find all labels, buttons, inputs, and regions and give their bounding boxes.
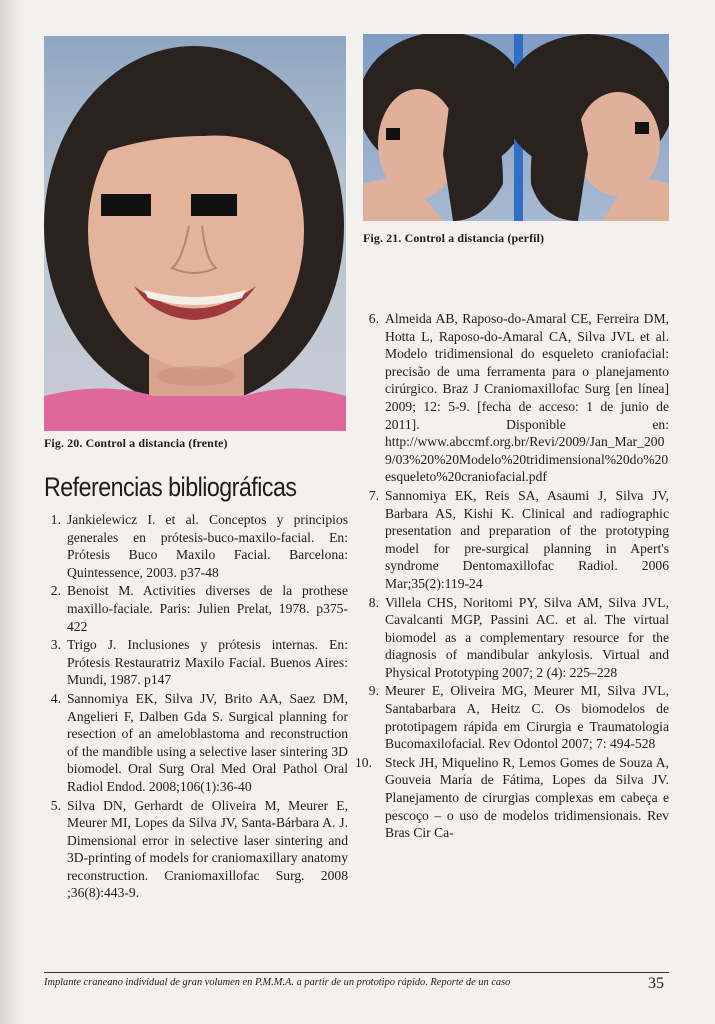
reference-text: Trigo J. Inclusiones y prótesis internas. En: Prótesis Restauratriz Maxilo Facial. Buenos Aires: Mundi, 1987. p147 bbox=[67, 637, 348, 688]
reference-item bbox=[44, 582, 348, 635]
reference-item bbox=[355, 754, 669, 842]
reference-text: Almeida AB, Raposo-do-Amaral CE, Ferreira DM, Hotta L, Raposo-do-Amaral CA, Silva JVL et al. Modelo tridimensional do esqueleto craniofacial: precisão de uma ferramenta para o planejamento cirúrgico. Braz J Craniomaxillofac Surg [en línea] 2009; 12: 5-9. [fecha de acceso: 1 de junio de 2011]. Disponible en: http://www.abccmf.org.br/Revi/2009/Jan_Mar_2009/03%20%20Modelo%20tridimensional%20do%20esqueleto%20craniofacial.pdf bbox=[385, 311, 669, 485]
reference-item bbox=[362, 310, 669, 486]
binding-shadow bbox=[0, 0, 22, 1024]
footer-divider bbox=[44, 972, 669, 973]
running-footer-title: Implante craneano individual de gran volumen en P.M.M.A. a partir de un prototipo rápido. Reporte de un caso bbox=[44, 977, 511, 988]
reference-text: Sannomiya EK, Silva JV, Brito AA, Saez DM, Angelieri F, Dalben Gda S. Surgical planning for resection of an ameloblastoma and reconstruction of the mandible using a selective laser sintering 3D biomodel. Oral Surg Oral Med Oral Pathol Oral Radiol Endod. 2008;106(1):36-40 bbox=[67, 690, 348, 794]
reference-item bbox=[362, 594, 669, 682]
references-column-left bbox=[44, 511, 348, 903]
reference-number: 6. bbox=[368, 311, 379, 326]
reference-number: 8. bbox=[368, 594, 379, 610]
figure-20-frontal-photo bbox=[44, 36, 346, 431]
frontal-photo-illustration bbox=[44, 36, 346, 431]
reference-text: Silva DN, Gerhardt de Oliveira M, Meurer E, Meurer MI, Lopes da Silva JV, Santa-Bárbara A. J. Dimensional error in selective laser sintering and 3D-printing of models for craniomaxillary anatomy reconstruction. Craniomaxillofac Surg. 2008 ;36(8):443-9. bbox=[67, 797, 348, 901]
reference-item bbox=[44, 797, 348, 903]
page-number: 35 bbox=[648, 975, 664, 992]
reference-number: 4. bbox=[50, 690, 61, 706]
figure-21-caption: Fig. 21. Control a distancia (perfil) bbox=[363, 231, 545, 245]
figure-20-caption: Fig. 20. Control a distancia (frente) bbox=[44, 436, 228, 450]
reference-number: 7. bbox=[368, 487, 379, 503]
reference-item bbox=[44, 511, 348, 581]
reference-number: 10. bbox=[355, 754, 372, 770]
reference-item bbox=[362, 682, 669, 752]
section-title: Referencias bibliográficas bbox=[44, 472, 297, 502]
reference-number: 3. bbox=[50, 637, 61, 653]
reference-number: 9. bbox=[368, 683, 379, 699]
reference-item bbox=[44, 636, 348, 689]
reference-text: Meurer E, Oliveira MG, Meurer MI, Silva JVL, Santabarbara A, Heitz C. Os biomodelos de prototipagem rápida em Cirurgia e Traumatologia Bucomaxilofacial. Rev Odontol 2007; 7: 494-528 bbox=[385, 683, 669, 752]
reference-text: Villela CHS, Noritomi PY, Silva AM, Silva JVL, Cavalcanti MGP, Passini AC. et al. The virtual biomodel as a complementary resource for the diagnosis of mandibular ankylosis. Virtual and Physical Prototyping 2007; 2 (4): 225–228 bbox=[385, 594, 669, 680]
reference-text: Sannomiya EK, Reis SA, Asaumi J, Silva JV, Barbara AS, Kishi K. Clinical and radiographic presentation and preparation of the prototyping model for pre-surgical planning in Apert's syndrome Dentomaxillofac Radiol. 2006 Mar;35(2):119-24 bbox=[385, 487, 669, 591]
reference-item bbox=[362, 487, 669, 593]
references-column-right bbox=[355, 310, 669, 843]
reference-text: Jankielewicz I. et al. Conceptos y principios generales en prótesis-buco-maxilo-facial. En: Prótesis Buco Maxilo Facial. Barcelona: Quintessence, 2003. p37-48 bbox=[67, 512, 348, 580]
profile-photo-illustration bbox=[363, 34, 669, 221]
figure-21-profile-photos bbox=[363, 34, 669, 221]
reference-text: Steck JH, Miquelino R, Lemos Gomes de Souza A, Gouveia María de Fátima, Lopes da Silva JV. Planejamento de cirurgias complexas em cabeça e pescoço – o uso de modelos tridimensionais. Rev Bras Cir Ca- bbox=[385, 754, 669, 841]
reference-number: 2. bbox=[50, 583, 61, 599]
reference-number: 5. bbox=[50, 797, 61, 813]
reference-item bbox=[44, 690, 348, 796]
reference-number: 1. bbox=[50, 512, 61, 527]
reference-text: Benoist M. Activities diverses de la prothese maxillo-faciale. Paris: Julien Prelat, 1978. p375-422 bbox=[67, 583, 348, 634]
